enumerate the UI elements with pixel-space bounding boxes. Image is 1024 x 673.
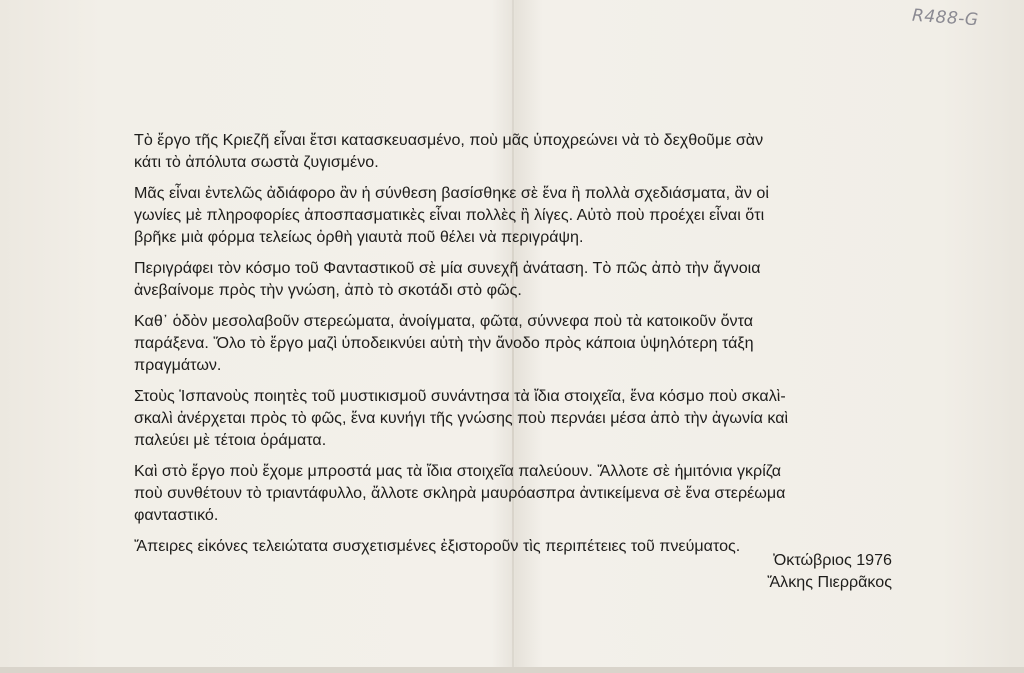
author-name: Ἄλκης Πιερρᾶκος [767, 573, 892, 591]
paragraph-5: Στοὺς Ἱσπανοὺς ποιητὲς τοῦ μυστικισμοῦ συνάντησα τὰ ἴδια στοιχεῖα, ἕνα κόσμο ποὺ σκαλὶ- σκαλὶ ἀνέρχεται πρὸς τὸ φῶς, ἕνα κυνήγι τῆς γνώσης ποὺ περνάει μέσα ἀπὸ τὴν ἀγωνία καὶ παλεύει μὲ τέτοια ὁράματα. [134, 387, 789, 449]
page-bottom-edge [0, 667, 1024, 673]
paragraph-2: Μᾶς εἶναι ἐντελῶς ἀδιάφορο ἂν ἡ σύνθεση βασίσθηκε σὲ ἕνα ἢ πολλὰ σχεδιάσματα, ἂν οἱ γωνίες μὲ πληροφορίες ἀποσπασματικὲς εἶναι πολλὲς ἢ λίγες. Αὐτὸ ποὺ προέχει εἶναι ὅτι βρῆκε μιὰ φόρμα τελείως ὀρθὴ γιαυτὰ ποῦ θέλει νὰ περιγράψη. [134, 184, 769, 246]
paragraph-1: Τὸ ἔργο τῆς Κριεζῆ εἶναι ἔτσι κατασκευασμένο, ποὺ μᾶς ὑποχρεώνει νὰ τὸ δεχθοῦμε σὰν κάτι τὸ ἀπόλυτα σωστὰ ζυγισμένο. [134, 131, 764, 171]
paragraph-3: Περιγράφει τὸν κόσμο τοῦ Φανταστικοῦ σὲ μία συνεχῆ ἀνάταση. Τὸ πῶς ἀπὸ τὴν ἄγνοια ἀνεβαίνομε πρὸς τὴν γνώση, ἀπὸ τὸ σκοτάδι στὸ φῶς. [134, 259, 761, 299]
paragraph-7: Ἄπειρες εἰκόνες τελειώτατα συσχετισμένες ἐξιστοροῦν τὶς περιπέτειες τοῦ πνεύματος. [134, 537, 741, 555]
paragraph-6: Καὶ στὸ ἔργο ποὺ ἔχομε μπροστά μας τὰ ἴδια στοιχεῖα παλεύουν. Ἄλλοτε σὲ ἡμιτόνια γκρίζα ποὺ συνθέτουν τὸ τριαντάφυλλο, ἄλλοτε σκληρὰ μαυρόασπρα ἀντικείμενα σὲ ἕνα στερέωμα φανταστικό. [134, 462, 786, 524]
signature-block [767, 549, 892, 593]
body-text [134, 129, 894, 566]
catalog-mark: R488-G [911, 5, 980, 31]
date-line: Ὀκτώβριος 1976 [772, 551, 892, 569]
paragraph-4: Καθ᾽ ὁδὸν μεσολαβοῦν στερεώματα, ἀνοίγματα, φῶτα, σύννεφα ποὺ τὰ κατοικοῦν ὄντα παράξενα. Ὅλο τὸ ἔργο μαζὶ ὑποδεικνύει αὐτὴ τὴν ἄνοδο πρὸς κάποια ὑψηλότερη τάξη πραγμάτων. [134, 312, 754, 374]
